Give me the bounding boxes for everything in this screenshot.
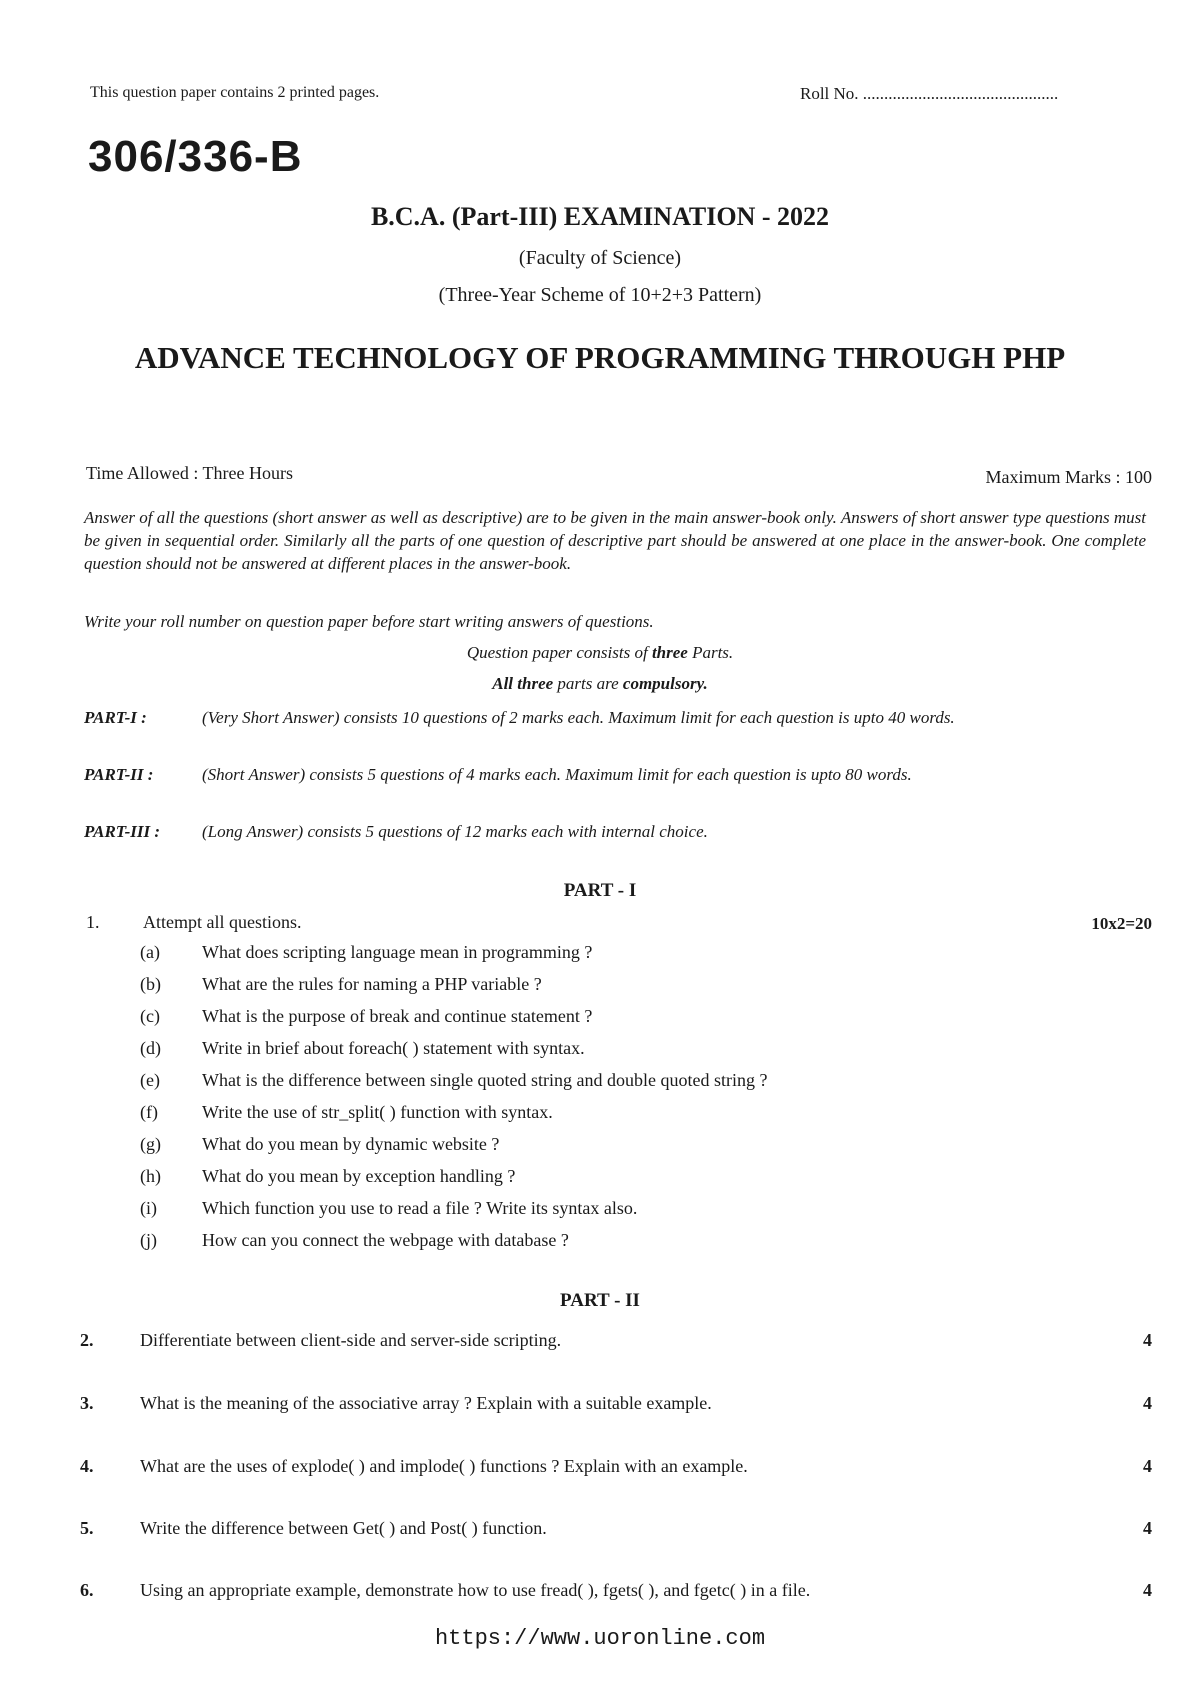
part-description-label: PART-III : <box>84 822 161 841</box>
subquestion-text: How can you connect the webpage with database ? <box>202 1230 569 1250</box>
question-number: 5. <box>80 1518 94 1538</box>
question-text: Write the difference between Get( ) and Post( ) function. <box>140 1518 547 1538</box>
question-row <box>80 1580 1152 1601</box>
question-marks: 4 <box>1143 1518 1152 1538</box>
question-row <box>80 1456 1152 1477</box>
list-item <box>140 1198 1140 1230</box>
subject-title: ADVANCE TECHNOLOGY OF PROGRAMMING THROUGH PHP <box>134 340 1066 375</box>
question-text: Using an appropriate example, demonstrate how to use fread( ), fgets( ), and fgetc( ) in a file. <box>140 1580 811 1600</box>
subquestion-label: (e) <box>140 1070 160 1090</box>
roll-number-instruction: Write your roll number on question paper before start writing answers of questions. <box>84 612 654 631</box>
list-item <box>140 1006 1140 1038</box>
subquestion-text: What does scripting language mean in programming ? <box>202 942 593 962</box>
subquestion-label: (b) <box>140 974 161 994</box>
list-item <box>140 1230 1140 1262</box>
question-row <box>80 1330 1152 1351</box>
subquestion-text: Write the use of str_split( ) function with syntax. <box>202 1102 553 1122</box>
compulsory-mid: parts are <box>553 674 623 693</box>
part-description-text: (Long Answer) consists 5 questions of 12 marks each with internal choice. <box>202 822 708 841</box>
subquestion-text: What do you mean by exception handling ? <box>202 1166 516 1186</box>
compulsory-bold: compulsory. <box>622 674 708 693</box>
question-text: What is the meaning of the associative array ? Explain with a suitable example. <box>140 1393 712 1413</box>
compulsory-line <box>0 674 1200 694</box>
part1-subquestions <box>140 942 1140 1262</box>
parts-count-post: Parts. <box>687 643 734 662</box>
list-item <box>140 942 1140 974</box>
exam-title: B.C.A. (Part-III) EXAMINATION - 2022 <box>370 202 830 231</box>
question-marks: 4 <box>1143 1330 1152 1350</box>
subquestion-text: Write in brief about foreach( ) statement with syntax. <box>202 1038 585 1058</box>
question-row <box>80 1393 1152 1414</box>
list-item <box>140 1102 1140 1134</box>
list-item <box>140 1038 1140 1070</box>
subquestion-text: What is the purpose of break and continue statement ? <box>202 1006 593 1026</box>
subquestion-text: Which function you use to read a file ? Write its syntax also. <box>202 1198 638 1218</box>
list-item <box>140 1134 1140 1166</box>
list-item <box>140 1166 1140 1198</box>
compulsory-pre: All three <box>492 674 554 693</box>
subquestion-label: (g) <box>140 1134 161 1154</box>
part1-heading: PART - I <box>563 880 637 901</box>
part-description <box>84 706 1146 729</box>
subquestion-text: What is the difference between single quoted string and double quoted string ? <box>202 1070 768 1090</box>
part-description-label: PART-I : <box>84 708 147 727</box>
subquestion-label: (d) <box>140 1038 161 1058</box>
question-text: Differentiate between client-side and server-side scripting. <box>140 1330 562 1350</box>
list-item <box>140 1070 1140 1102</box>
subquestion-label: (h) <box>140 1166 161 1186</box>
maximum-marks: Maximum Marks : 100 <box>985 467 1152 487</box>
faculty-line: (Faculty of Science) <box>518 247 682 269</box>
question-number: 6. <box>80 1580 94 1600</box>
question-row <box>80 1518 1152 1539</box>
time-allowed: Time Allowed : Three Hours <box>86 463 293 483</box>
part-description <box>84 763 1146 786</box>
question-marks: 4 <box>1143 1580 1152 1600</box>
subquestion-label: (c) <box>140 1006 160 1026</box>
page-count-note: This question paper contains 2 printed pages. <box>90 84 380 101</box>
question-marks: 10x2=20 <box>1091 914 1152 933</box>
subquestion-label: (f) <box>140 1102 158 1122</box>
subquestion-text: What are the rules for naming a PHP variable ? <box>202 974 542 994</box>
subquestion-label: (j) <box>140 1230 157 1250</box>
parts-count-line <box>0 643 1200 663</box>
scheme-line: (Three-Year Scheme of 10+2+3 Pattern) <box>438 284 762 306</box>
parts-count-bold: three <box>651 643 688 662</box>
question-text: What are the uses of explode( ) and implode( ) functions ? Explain with an example. <box>140 1456 748 1476</box>
question-number: 3. <box>80 1393 94 1413</box>
subquestion-label: (a) <box>140 942 160 962</box>
parts-count-pre: Question paper consists of <box>466 643 652 662</box>
question-text: Attempt all questions. <box>143 912 302 932</box>
part-description-text: (Very Short Answer) consists 10 questions of 2 marks each. Maximum limit for each question is upto 40 words. <box>202 708 955 727</box>
part2-heading: PART - II <box>560 1290 640 1311</box>
part-description-text: (Short Answer) consists 5 questions of 4 marks each. Maximum limit for each question is upto 80 words. <box>202 765 912 784</box>
question-marks: 4 <box>1143 1393 1152 1413</box>
question-number: 2. <box>80 1330 94 1350</box>
part-description <box>84 820 1146 843</box>
footer-url: https://www.uoronline.com <box>434 1626 766 1651</box>
question-marks: 4 <box>1143 1456 1152 1476</box>
subquestion-label: (i) <box>140 1198 157 1218</box>
instructions-paragraph: Answer of all the questions (short answer as well as descriptive) are to be given in the main answer-book only. Answers of short answer type questions must be given in sequential order. Similarly all the parts of one question of descriptive part should be answered at one place in the answer-book. One complete question should not be answered at different places in the answer-book. <box>84 508 1146 573</box>
list-item <box>140 974 1140 1006</box>
paper-code: 306/336-B <box>88 132 303 181</box>
roll-number-field: Roll No. .............................................. <box>800 84 1059 103</box>
subquestion-text: What do you mean by dynamic website ? <box>202 1134 500 1154</box>
part-description-label: PART-II : <box>84 765 154 784</box>
question-number: 4. <box>80 1456 94 1476</box>
question-number: 1. <box>86 912 100 932</box>
